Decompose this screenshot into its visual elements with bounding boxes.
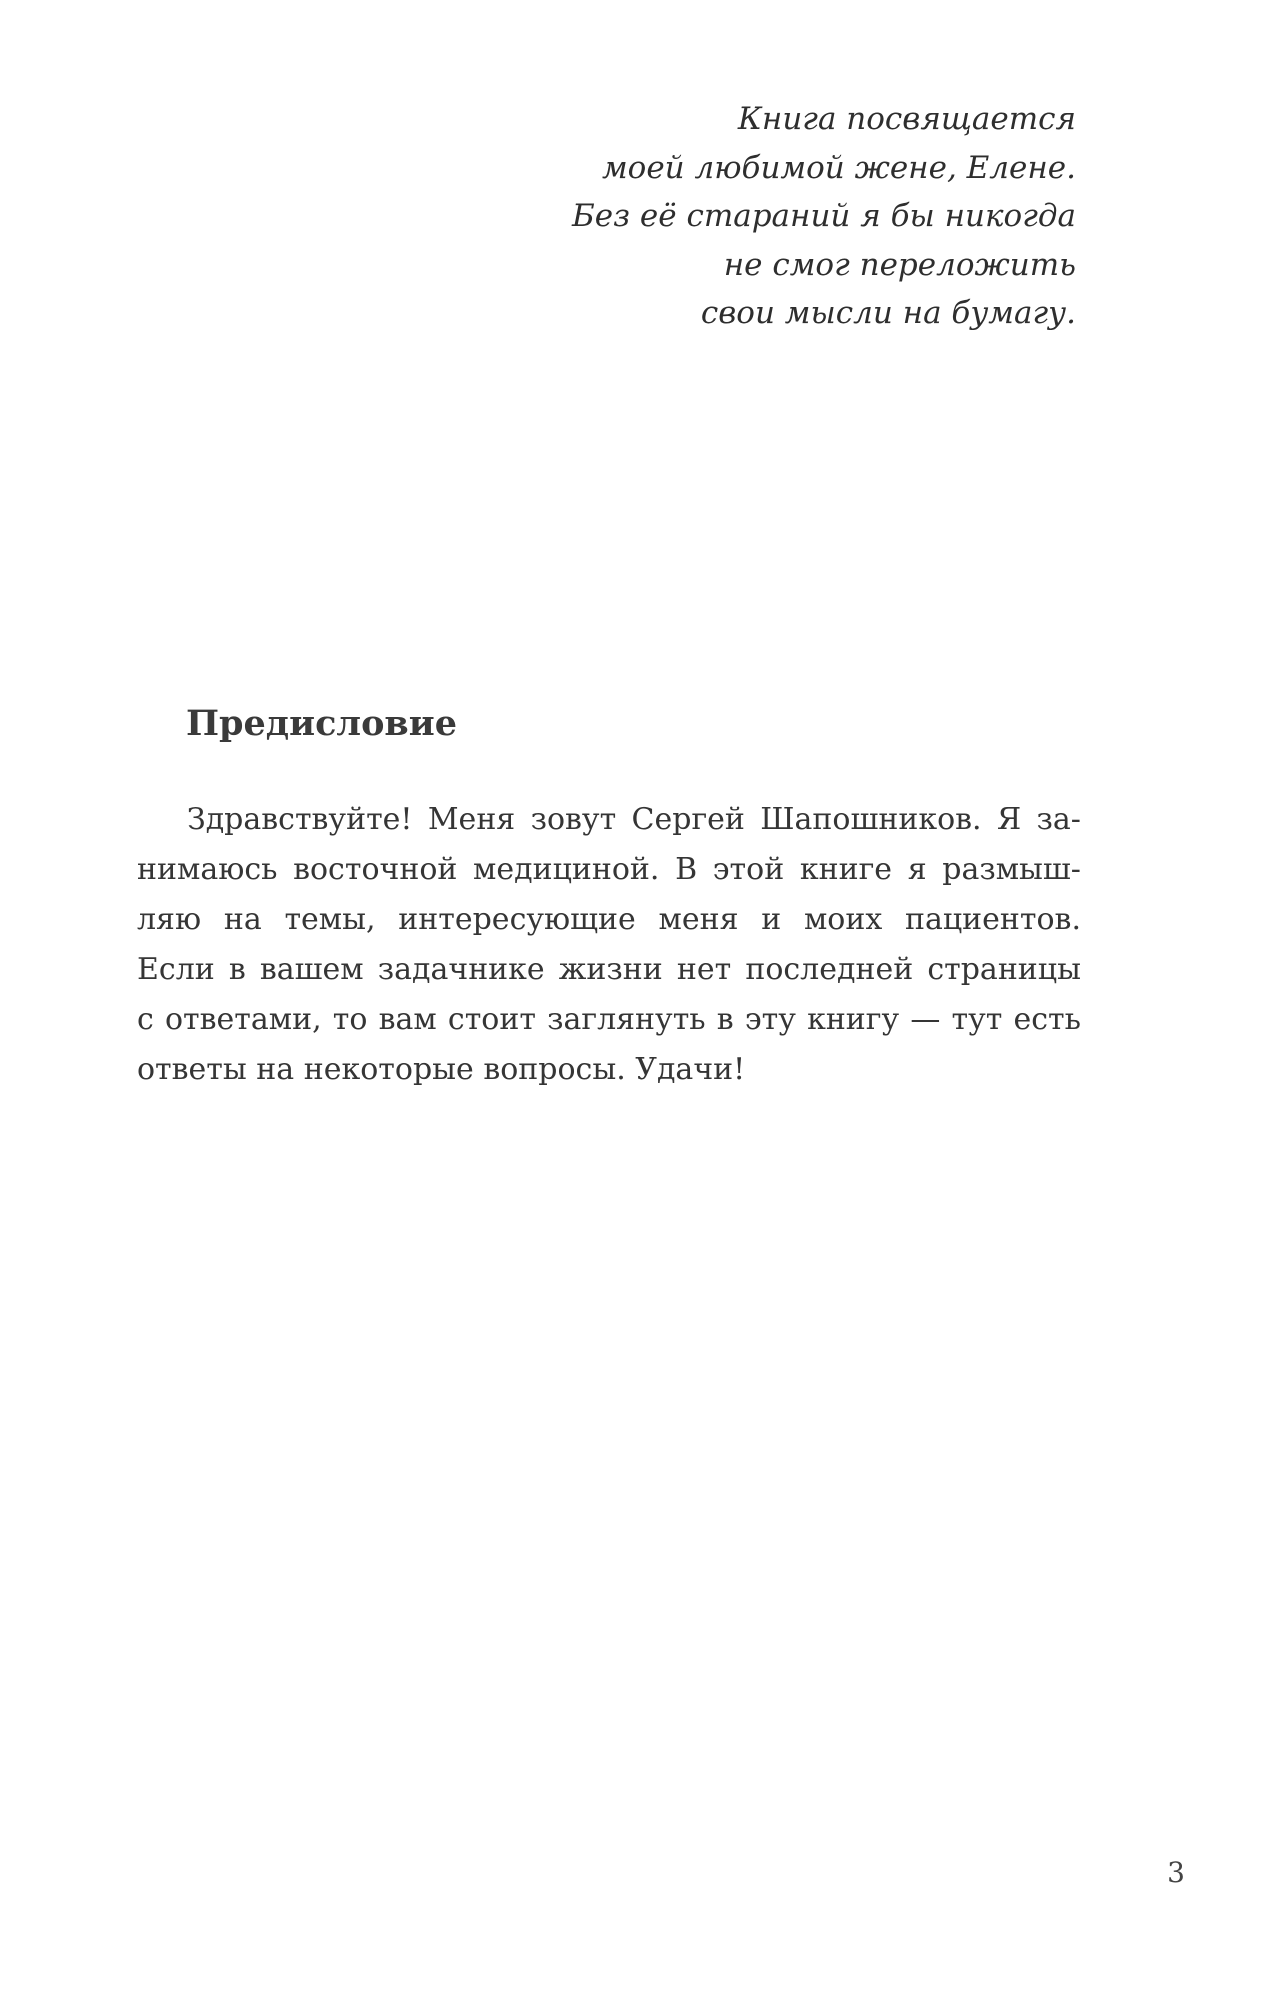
preface-word: нимаюсь (137, 852, 278, 887)
preface-word: восточной (293, 852, 458, 887)
preface-word: Я (996, 802, 1022, 837)
preface-line (137, 945, 1081, 995)
preface-word: и (761, 902, 782, 937)
preface-word: зовут (530, 802, 617, 837)
preface-word: на (223, 902, 262, 937)
preface-word: Если (137, 952, 215, 987)
preface-word: есть (1013, 1002, 1081, 1037)
preface-word: ответы на некоторые вопросы. Удачи! (137, 1052, 746, 1087)
dedication-line: моей любимой жене, Елене. (601, 149, 1076, 186)
preface-word: вашем (259, 952, 364, 987)
preface-word: стоит (447, 1002, 536, 1037)
preface-line (137, 845, 1081, 895)
preface-word: Меня (427, 802, 516, 837)
preface-word: В (675, 852, 698, 887)
preface-word: эту (744, 1002, 796, 1037)
preface-word: последней (745, 952, 914, 987)
preface-word: Сергей (631, 802, 745, 837)
preface-word: заглянуть (547, 1002, 706, 1037)
preface-word: моих (803, 902, 883, 937)
preface-word: Здравствуйте! (187, 802, 413, 837)
preface-word: в (228, 952, 246, 987)
preface-word: то (332, 1002, 368, 1037)
preface-word: тут (951, 1002, 1003, 1037)
preface-word: — (910, 1002, 941, 1037)
preface-word: вам (378, 1002, 437, 1037)
dedication-line: Книга посвящается (737, 101, 1076, 137)
preface-word: нет (676, 952, 732, 987)
preface-word: страницы (927, 952, 1081, 987)
preface-word: задачнике (377, 952, 545, 987)
preface-word: жизни (558, 952, 663, 987)
preface-word: я (907, 852, 927, 887)
section-title: Предисловие (186, 703, 457, 744)
preface-line (137, 995, 1081, 1045)
preface-word: меня (658, 902, 739, 937)
preface-word: в (716, 1002, 734, 1037)
preface-word: книге (799, 852, 893, 887)
preface-line (137, 795, 1081, 845)
preface-line (137, 1045, 1081, 1095)
preface-word: этой (712, 852, 785, 887)
dedication (316, 95, 1076, 338)
dedication-line: Без её стараний я бы никогда (572, 198, 1076, 234)
preface-word: книгу (807, 1002, 900, 1037)
preface-word: темы, (284, 902, 376, 937)
preface-word: пациентов. (904, 902, 1081, 937)
preface-word: с (137, 1002, 154, 1037)
preface-word: Шапошников. (760, 802, 982, 837)
preface-paragraph (137, 795, 1081, 1095)
dedication-line: не смог переложить (723, 246, 1076, 283)
preface-word: ляю (137, 902, 202, 937)
preface-word: медициной. (473, 852, 660, 887)
preface-word: размыш- (942, 852, 1081, 887)
preface-word: ответами, (164, 1002, 322, 1037)
preface-word: интересующие (398, 902, 636, 937)
preface-line (137, 895, 1081, 945)
page-number: 3 (1167, 1856, 1185, 1889)
preface-word: за- (1036, 802, 1081, 837)
dedication-line: свои мысли на бумагу. (700, 295, 1076, 331)
